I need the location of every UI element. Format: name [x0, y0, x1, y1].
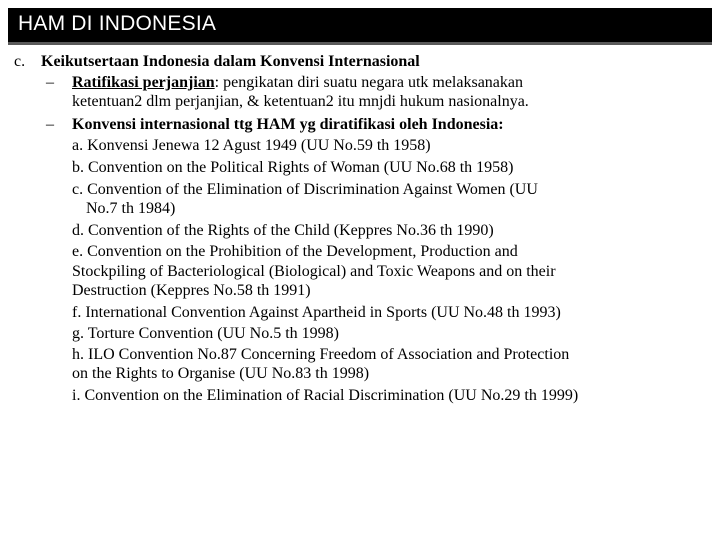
conventions-heading: Konvensi internasional ttg HAM yg diratifikasi oleh Indonesia: [72, 116, 504, 133]
definition-continuation: ketentuan2 dlm perjanjian, & ketentuan2 itu mnjdi hukum nasionalnya. [72, 93, 529, 110]
bullet-dash: – [46, 116, 54, 133]
convention-item-e: e. Convention on the Prohibition of the Development, Production and [72, 243, 518, 260]
convention-item-c-cont: No.7 th 1984) [86, 200, 176, 217]
page-title: HAM DI INDONESIA [18, 12, 217, 35]
convention-item-h: h. ILO Convention No.87 Concerning Freedom of Association and Protection [72, 346, 570, 363]
definition-term: Ratifikasi perjanjian [72, 74, 215, 91]
convention-item-b: b. Convention on the Political Rights of Woman (UU No.68 th 1958) [72, 159, 514, 176]
section-heading: Keikutsertaan Indonesia dalam Konvensi Internasional [41, 53, 420, 70]
convention-item-e-cont: Destruction (Keppres No.58 th 1991) [72, 282, 311, 299]
convention-item-f: f. International Convention Against Apartheid in Sports (UU No.48 th 1993) [72, 304, 561, 321]
convention-item-e-cont: Stockpiling of Bacteriological (Biological) and Toxic Weapons and on their [72, 263, 556, 280]
section-marker: c. [14, 53, 26, 70]
bullet-dash: – [46, 74, 54, 91]
convention-item-d: d. Convention of the Rights of the Child (Keppres No.36 th 1990) [72, 222, 494, 239]
definition-text: : pengikatan diri suatu negara utk melaksanakan [214, 74, 524, 91]
convention-item-a: a. Konvensi Jenewa 12 Agust 1949 (UU No.59 th 1958) [72, 137, 431, 154]
convention-item-c: c. Convention of the Elimination of Discrimination Against Women (UU [72, 181, 538, 198]
convention-item-i: i. Convention on the Elimination of Racial Discrimination (UU No.29 th 1999) [72, 387, 579, 404]
bullet-definition-line [72, 73, 523, 92]
convention-item-h-cont: on the Rights to Organise (UU No.83 th 1998) [72, 365, 370, 382]
convention-item-g: g. Torture Convention (UU No.5 th 1998) [72, 325, 339, 342]
